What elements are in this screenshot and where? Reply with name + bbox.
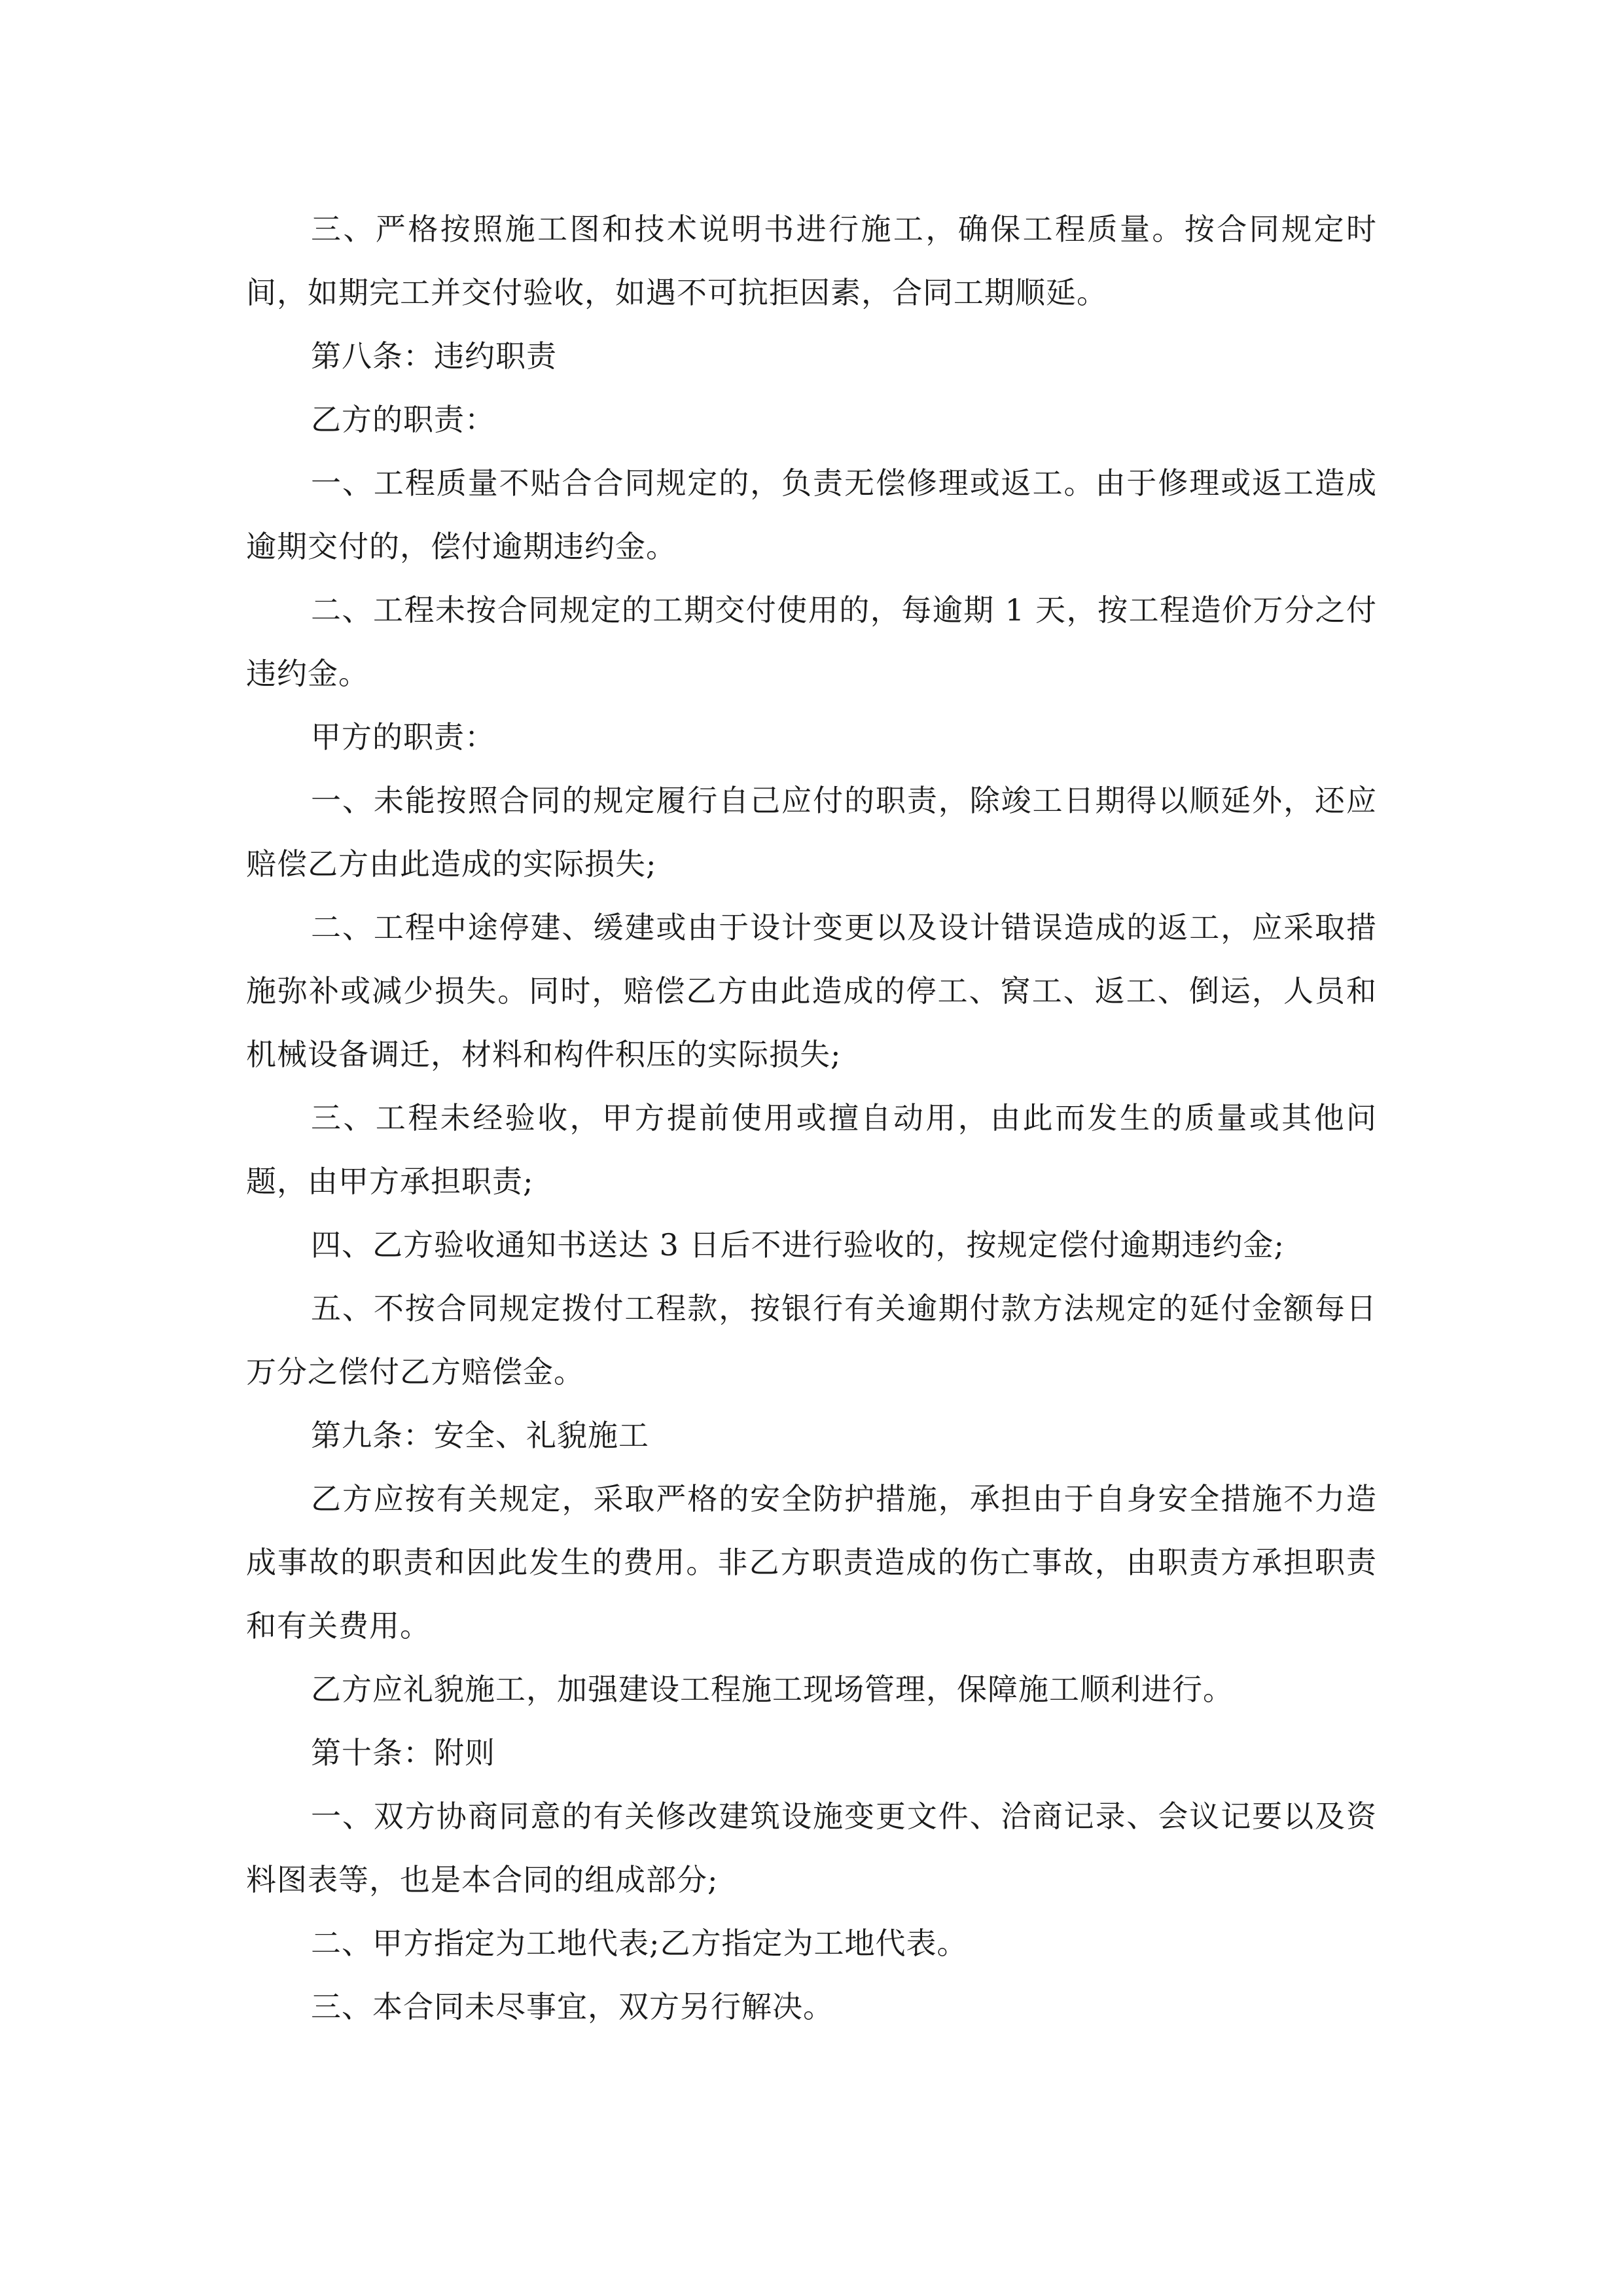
party-b-duty-2: 二、工程未按合同规定的工期交付使用的，每逾期 1 天，按工程造价万分之付违约金。 xyxy=(246,592,1377,691)
article-8-heading: 第八条：违约职责 xyxy=(311,338,557,374)
appendix-clause-2: 二、甲方指定为工地代表;乙方指定为工地代表。 xyxy=(311,1926,968,1961)
party-a-duty-3: 三、工程未经验收，甲方提前使用或擅自动用，由此而发生的质量或其他问题，由甲方承担职责; xyxy=(246,1100,1377,1199)
party-a-duty-2: 二、工程中途停建、缓建或由于设计变更以及设计错误造成的返工，应采取措施弥补或减少损失。同时，赔偿乙方由此造成的停工、窝工、返工、倒运，人员和机械设备调迁，材料和构件积压的实际损失; xyxy=(246,910,1377,1072)
civil-construction-paragraph: 乙方应礼貌施工，加强建设工程施工现场管理，保障施工顺利进行。 xyxy=(311,1672,1234,1707)
party-a-duty-1: 一、未能按照合同的规定履行自己应付的职责，除竣工日期得以顺延外，还应赔偿乙方由此造成的实际损失; xyxy=(246,783,1377,882)
article-10-heading: 第十条：附则 xyxy=(311,1735,495,1770)
appendix-clause-1: 一、双方协商同意的有关修改建筑设施变更文件、洽商记录、会议记要以及资料图表等，也是本合同的组成部分; xyxy=(246,1799,1377,1897)
party-a-duty-4: 四、乙方验收通知书送达 3 日后不进行验收的，按规定偿付逾期违约金; xyxy=(311,1227,1285,1263)
clause-3-construction-quality: 三、严格按照施工图和技术说明书进行施工，确保工程质量。按合同规定时间，如期完工并交付验收，如遇不可抗拒因素，合同工期顺延。 xyxy=(246,211,1377,310)
party-a-duties-heading: 甲方的职责： xyxy=(311,719,495,755)
document-body xyxy=(246,198,1377,2039)
safety-paragraph: 乙方应按有关规定，采取严格的安全防护措施，承担由于自身安全措施不力造成事故的职责和因此发生的费用。非乙方职责造成的伤亡事故，由职责方承担职责和有关费用。 xyxy=(246,1481,1377,1643)
article-9-heading: 第九条：安全、礼貌施工 xyxy=(311,1418,649,1453)
appendix-clause-3: 三、本合同未尽事宜，双方另行解决。 xyxy=(311,1989,834,2024)
party-a-duty-5: 五、不按合同规定拨付工程款，按银行有关逾期付款方法规定的延付金额每日万分之偿付乙方赔偿金。 xyxy=(246,1291,1377,1390)
party-b-duties-heading: 乙方的职责： xyxy=(311,402,495,437)
party-b-duty-1: 一、工程质量不贴合合同规定的，负责无偿修理或返工。由于修理或返工造成逾期交付的，偿付逾期违约金。 xyxy=(246,465,1377,564)
